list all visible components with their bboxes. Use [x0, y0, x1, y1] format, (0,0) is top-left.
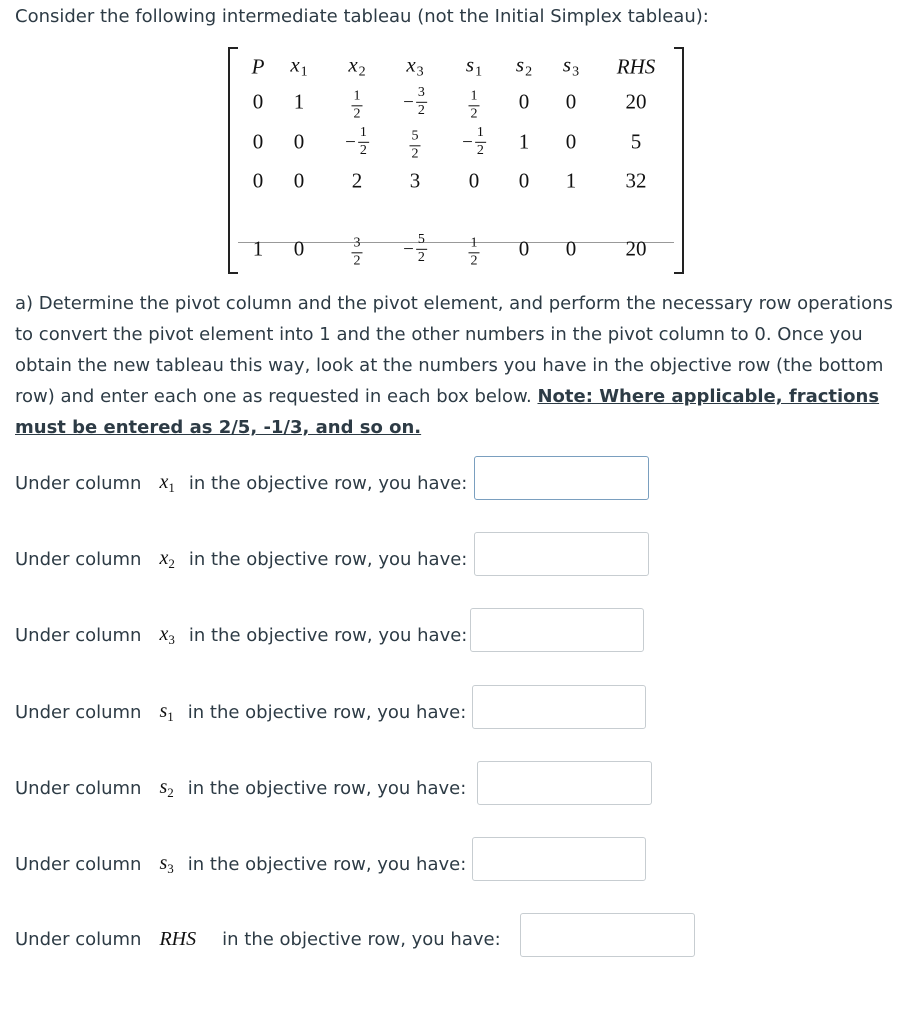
fraction-note: Note: Where applicable, fractions must be entered as 2/5, -1/3, and so on. — [15, 386, 880, 438]
minus-sign: − — [403, 91, 414, 113]
fraction-body — [416, 233, 427, 265]
tableau-cell: 5 — [630, 129, 642, 154]
denominator: 2 — [417, 102, 425, 118]
right-bracket — [674, 47, 684, 274]
tableau-cell — [462, 126, 486, 158]
answer-input-rhs[interactable] — [520, 913, 695, 957]
tableau-cell — [352, 82, 363, 121]
header-symbol: s — [562, 52, 572, 77]
numerator: 3 — [416, 86, 427, 103]
denominator: 2 — [470, 253, 478, 268]
prompt-prefix: Under column — [15, 702, 142, 723]
column-variable — [159, 928, 196, 951]
fraction — [352, 236, 363, 268]
intro-text: Consider the following intermediate tableau (not the Initial Simplex tableau): — [15, 6, 709, 27]
answer-prompt — [15, 471, 467, 496]
tableau-cell: 0 — [252, 129, 264, 154]
denominator: 2 — [353, 106, 361, 121]
numerator: 1 — [352, 89, 363, 106]
minus-sign: − — [403, 238, 414, 260]
answer-input-x1[interactable] — [474, 456, 649, 500]
header-subscript: 3 — [572, 64, 580, 80]
prompt-suffix: in the objective row, you have: — [222, 929, 501, 950]
variable-subscript: 2 — [168, 556, 175, 571]
header-symbol: x — [406, 52, 416, 77]
objective-cell: 20 — [625, 236, 647, 261]
fraction-body — [416, 86, 427, 118]
header-symbol: P — [251, 54, 265, 79]
tableau-header — [348, 52, 366, 80]
tableau-cell — [469, 82, 480, 121]
tableau-header — [290, 52, 308, 80]
header-subscript: 1 — [475, 64, 483, 80]
answer-input-s3[interactable] — [472, 837, 646, 881]
tableau-cell: 3 — [409, 168, 421, 193]
minus-sign: − — [345, 131, 356, 153]
prompt-prefix: Under column — [15, 854, 142, 875]
numerator: 1 — [469, 89, 480, 106]
header-subscript: 2 — [525, 64, 533, 80]
question-text — [15, 288, 915, 443]
variable-symbol: s — [159, 852, 168, 874]
column-variable — [159, 852, 173, 877]
tableau-cell — [403, 86, 427, 118]
tableau-cell: 0 — [518, 168, 530, 193]
fraction — [410, 129, 421, 161]
variable-symbol: s — [159, 700, 168, 722]
fraction-body — [469, 89, 480, 121]
answer-input-s2[interactable] — [477, 761, 652, 805]
fraction — [352, 89, 363, 121]
fraction — [403, 233, 427, 265]
fraction — [345, 126, 369, 158]
prompt-prefix: Under column — [15, 929, 142, 950]
variable-symbol: RHS — [159, 928, 197, 950]
prompt-suffix: in the objective row, you have: — [188, 549, 468, 570]
denominator: 2 — [359, 142, 367, 158]
tableau-cell: 20 — [625, 89, 647, 114]
fraction — [462, 126, 486, 158]
objective-cell: 0 — [293, 236, 305, 261]
numerator: 1 — [469, 236, 480, 253]
fraction-body — [352, 89, 363, 121]
numerator: 5 — [416, 233, 427, 250]
answer-prompt — [15, 852, 466, 877]
prompt-suffix: in the objective row, you have: — [187, 854, 467, 875]
answer-prompt — [15, 547, 467, 572]
tableau-cell — [410, 122, 421, 161]
denominator: 2 — [470, 106, 478, 121]
variable-symbol: x — [159, 623, 169, 645]
tableau-cell: 1 — [293, 89, 305, 114]
tableau-header — [616, 54, 656, 79]
prompt-suffix: in the objective row, you have: — [188, 473, 468, 494]
tableau-cell: 0 — [252, 168, 264, 193]
tableau-header — [562, 52, 580, 80]
answer-prompt — [15, 928, 501, 951]
tableau-header — [251, 54, 265, 79]
denominator: 2 — [353, 253, 361, 268]
tableau-cell: 0 — [565, 129, 577, 154]
prompt-prefix: Under column — [15, 778, 142, 799]
tableau-cell: 1 — [565, 168, 577, 193]
header-subscript: 3 — [416, 64, 424, 80]
objective-cell: 0 — [518, 236, 530, 261]
prompt-suffix: in the objective row, you have: — [187, 778, 467, 799]
variable-subscript: 3 — [168, 632, 175, 647]
header-subscript: 1 — [300, 64, 308, 80]
column-variable — [159, 623, 174, 648]
header-symbol: x — [348, 52, 358, 77]
fraction — [469, 89, 480, 121]
header-subscript: 2 — [358, 64, 366, 80]
denominator: 2 — [411, 146, 419, 161]
variable-subscript: 2 — [167, 785, 174, 800]
header-symbol: x — [290, 52, 300, 77]
numerator: 1 — [475, 126, 486, 143]
tableau-cell: 0 — [565, 89, 577, 114]
column-variable — [159, 776, 173, 801]
fraction — [403, 86, 427, 118]
tableau-cell: 0 — [518, 89, 530, 114]
answer-input-s1[interactable] — [472, 685, 646, 729]
tableau-header — [465, 52, 483, 80]
objective-cell — [403, 233, 427, 265]
variable-subscript: 1 — [168, 480, 175, 495]
tableau-cell — [345, 126, 369, 158]
answer-prompt — [15, 700, 466, 725]
header-symbol: RHS — [616, 54, 656, 79]
left-bracket — [228, 47, 238, 274]
objective-cell — [469, 229, 480, 268]
numerator: 3 — [352, 236, 363, 253]
objective-cell: 1 — [252, 236, 264, 261]
prompt-suffix: in the objective row, you have: — [187, 702, 467, 723]
minus-sign: − — [462, 131, 473, 153]
question-body: a) Determine the pivot column and the pivot element, and perform the necessary row operations to convert the pivot element into 1 and the other numbers in the pivot column to 0. Once you obtain the new tableau this way, look at the numbers you have in the objective row (the bottom row) and enter each one as requested in each box below. — [15, 293, 893, 407]
tableau-cell: 1 — [518, 129, 530, 154]
fraction-body — [469, 236, 480, 268]
variable-symbol: x — [159, 547, 169, 569]
tableau-header — [515, 52, 533, 80]
header-symbol: s — [465, 52, 475, 77]
header-symbol: s — [515, 52, 525, 77]
answer-prompt — [15, 623, 467, 648]
denominator: 2 — [476, 142, 484, 158]
fraction-body — [475, 126, 486, 158]
tableau-cell: 0 — [293, 129, 305, 154]
fraction-body — [352, 236, 363, 268]
answer-input-x3[interactable] — [470, 608, 644, 652]
tableau-header — [406, 52, 424, 80]
prompt-prefix: Under column — [15, 625, 142, 646]
column-variable — [159, 471, 174, 496]
variable-symbol: x — [159, 471, 169, 493]
prompt-prefix: Under column — [15, 473, 142, 494]
fraction-body — [410, 129, 421, 161]
tableau-cell: 0 — [252, 89, 264, 114]
column-variable — [159, 547, 174, 572]
tableau-cell: 2 — [351, 168, 363, 193]
fraction — [469, 236, 480, 268]
tableau-cell: 0 — [468, 168, 480, 193]
answer-input-x2[interactable] — [474, 532, 649, 576]
prompt-prefix: Under column — [15, 549, 142, 570]
fraction-body — [358, 126, 369, 158]
answer-prompt — [15, 776, 466, 801]
variable-subscript: 3 — [167, 861, 174, 876]
tableau-cell: 0 — [293, 168, 305, 193]
simplex-tableau — [228, 47, 684, 271]
variable-symbol: s — [159, 776, 168, 798]
column-variable — [159, 700, 173, 725]
denominator: 2 — [417, 249, 425, 265]
objective-cell — [352, 229, 363, 268]
numerator: 5 — [410, 129, 421, 146]
numerator: 1 — [358, 126, 369, 143]
tableau-cell: 32 — [625, 168, 647, 193]
prompt-suffix: in the objective row, you have: — [188, 625, 468, 646]
variable-subscript: 1 — [167, 709, 174, 724]
objective-cell: 0 — [565, 236, 577, 261]
